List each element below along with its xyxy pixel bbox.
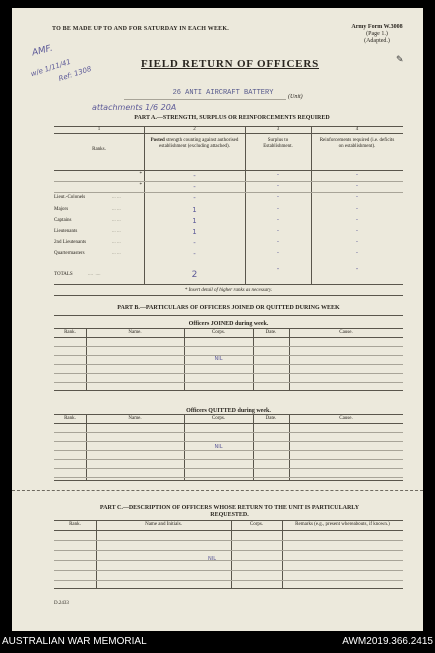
rank-label: Lieutenants <box>54 229 78 234</box>
reinforcement-value: - <box>355 227 359 234</box>
col-posted-header <box>148 138 241 150</box>
joined-bottom-line <box>54 390 403 391</box>
part-c-col-header: Rank. <box>69 522 81 527</box>
part-a-title: PART A.—STRENGTH, SURPLUS OR REINFORCEMENTS REQUIRED <box>134 115 330 121</box>
part-c-col-divider <box>96 520 97 588</box>
staple-mark: ✎ <box>396 54 404 64</box>
form-id: Army Form W.3008 <box>351 24 403 30</box>
part-a-bottom-line <box>54 284 403 285</box>
header-notice: TO BE MADE UP TO AND FOR SATURDAY IN EACH WEEK. <box>52 26 229 32</box>
posted-value: 1 <box>192 216 197 225</box>
part-c-col-header: Remarks (e.g., present whereabouts, if known.) <box>295 522 390 527</box>
part-c-top-line <box>54 520 403 521</box>
joined-col-header: Rank. <box>64 330 76 335</box>
quitted-col-header: Rank. <box>64 416 76 421</box>
rank-label: Captains <box>54 217 72 223</box>
joined-col-divider <box>289 328 290 390</box>
rank-label: * <box>139 172 142 177</box>
caption-left: AUSTRALIAN WAR MEMORIAL <box>2 636 147 647</box>
form-title: FIELD RETURN OF OFFICERS <box>140 58 319 70</box>
part-c-row-rule <box>54 550 403 551</box>
joined-row-rule <box>54 364 403 365</box>
joined-top-line <box>54 328 403 329</box>
posted-value: - <box>193 250 196 259</box>
annotation-date: w/e 1/11/41 <box>29 57 72 79</box>
form-code: D.2433 <box>54 601 69 606</box>
annotation-amf: AMF. <box>31 43 54 59</box>
joined-row-rule <box>54 373 403 374</box>
col-posted-bold: Posted <box>150 138 165 143</box>
part-c-header-line <box>54 530 403 531</box>
col-posted-rest: strength counting against authorised establishment (excluding attached). <box>159 138 239 149</box>
reinforcement-value: - <box>355 182 359 190</box>
quitted-col-header: Corps. <box>211 416 226 421</box>
part-c-col-divider <box>231 520 232 588</box>
rank-dots: ... ... <box>112 251 121 257</box>
col-surplus-header: Surplus to Establishment. <box>263 138 293 149</box>
quitted-header-line <box>54 423 403 424</box>
annotation-ref: Ref: 1308 <box>57 64 93 84</box>
surplus-value: - <box>276 215 280 223</box>
form-page: (Page 1.) <box>366 31 388 37</box>
rank-dots: ... ... <box>112 229 121 234</box>
quitted-row-rule <box>54 432 403 433</box>
quitted-col-header: Cause. <box>339 416 353 421</box>
col-ranks-header: Ranks. <box>92 147 106 152</box>
surplus-value: - <box>276 193 280 201</box>
quitted-bottom-line <box>54 480 403 481</box>
quitted-nil-entry: NIL <box>214 444 223 450</box>
surplus-value: - <box>276 171 280 178</box>
col-number-4: 4 <box>355 127 359 132</box>
posted-value: 1 <box>192 228 197 236</box>
posted-value: - <box>193 183 196 192</box>
posted-value: - <box>193 172 196 180</box>
totals-reinforcements: - <box>355 265 359 273</box>
part-c-bottom-line <box>54 588 403 589</box>
rank-label: Lieut.-Colonels <box>54 195 86 201</box>
surplus-value: - <box>276 249 280 257</box>
quitted-top-line <box>54 414 403 415</box>
part-b-title-line <box>54 315 403 316</box>
joined-nil-entry: NIL <box>214 356 223 362</box>
part-c-row-rule <box>54 540 403 541</box>
rank-label: * <box>139 183 142 189</box>
reinforcement-value: - <box>355 171 359 178</box>
joined-col-divider <box>253 328 254 390</box>
archive-caption-bar <box>0 631 435 653</box>
surplus-value: - <box>276 204 280 212</box>
part-c-nil-entry: NIL <box>207 556 216 562</box>
quitted-row-rule <box>54 450 403 451</box>
rank-label: Quartermasters <box>54 251 85 257</box>
reinforcement-value: - <box>355 238 359 246</box>
posted-value: - <box>193 239 196 248</box>
part-a-footnote-line <box>54 295 403 296</box>
joined-row-rule <box>54 382 403 383</box>
totals-posted: 2 <box>191 270 198 280</box>
quitted-row-rule <box>54 468 403 469</box>
part-a-number-line <box>54 133 403 134</box>
joined-header-line <box>54 337 403 338</box>
totals-label: TOTALS <box>54 272 73 277</box>
quitted-col-header: Date. <box>265 416 277 421</box>
part-a-footnote: * Insert detail of higher ranks as necessary. <box>184 288 273 293</box>
form-adapted: (Adapted.) <box>364 38 390 44</box>
rank-dots: ... ... <box>112 206 121 212</box>
surplus-value: - <box>276 227 280 234</box>
quitted-row-rule <box>54 477 403 478</box>
col-number-1: 1 <box>97 127 101 132</box>
totals-dots: .... .... <box>88 272 101 277</box>
reinforcement-value: - <box>355 215 359 223</box>
quitted-col-divider <box>86 414 87 480</box>
joined-col-header: Cause. <box>339 330 353 335</box>
part-c-col-divider <box>282 520 283 588</box>
part-c-title-line2: REQUESTED. <box>210 512 249 518</box>
joined-col-divider <box>86 328 87 390</box>
rank-label: 2nd Lieutenants <box>54 240 87 246</box>
part-c-row-rule <box>54 580 403 581</box>
joined-col-header: Date. <box>265 330 277 335</box>
rank-dots: ... ... <box>112 240 121 246</box>
unit-value: 26 ANTI AIRCRAFT BATTERY <box>172 89 274 97</box>
annotation-attachment: attachments 1/6 20A <box>92 103 177 112</box>
joined-col-header: Corps. <box>211 330 226 335</box>
quitted-col-divider <box>253 414 254 480</box>
reinforcement-value: - <box>355 204 359 212</box>
col-number-2: 2 <box>193 127 196 132</box>
unit-line <box>124 99 286 100</box>
joined-col-header: Name. <box>128 330 142 335</box>
surplus-value: - <box>276 182 280 190</box>
part-c-title-line1: PART C.—DESCRIPTION OF OFFICERS WHOSE RETURN TO THE UNIT IS PARTICULARLY <box>99 505 360 511</box>
joined-title: Officers JOINED during week. <box>188 321 269 327</box>
part-c-col-header: Corps. <box>249 522 264 527</box>
quitted-col-header: Name. <box>128 416 142 421</box>
part-c-col-header: Name and Initials. <box>145 522 182 527</box>
part-c-row-rule <box>54 570 403 571</box>
joined-row-rule <box>54 346 403 347</box>
col-number-3: 3 <box>276 127 280 132</box>
caption-right: AWM2019.366.2415 <box>342 636 433 647</box>
totals-surplus: - <box>276 265 280 273</box>
quitted-row-rule <box>54 459 403 460</box>
perforation-line <box>12 490 423 491</box>
unit-label: (Unit) <box>288 94 303 100</box>
form-sheet <box>12 8 423 631</box>
quitted-col-divider <box>289 414 290 480</box>
quitted-title: Officers QUITTED during week. <box>186 408 271 414</box>
rank-dots: ... ... <box>112 217 121 223</box>
posted-value: 1 <box>192 205 197 214</box>
quitted-row-rule <box>54 441 403 442</box>
posted-value: - <box>193 194 196 203</box>
col-reinforcements-header: Reinforcements required (i.e. deficits on establishment). <box>319 138 395 149</box>
part-b-title: PART B.—PARTICULARS OF OFFICERS JOINED OR QUITTED DURING WEEK <box>117 305 340 311</box>
rank-label: Majors <box>54 206 69 212</box>
rank-dots: ... ... <box>112 195 121 201</box>
surplus-value: - <box>276 238 280 246</box>
reinforcement-value: - <box>355 193 359 201</box>
reinforcement-value: - <box>355 249 359 257</box>
